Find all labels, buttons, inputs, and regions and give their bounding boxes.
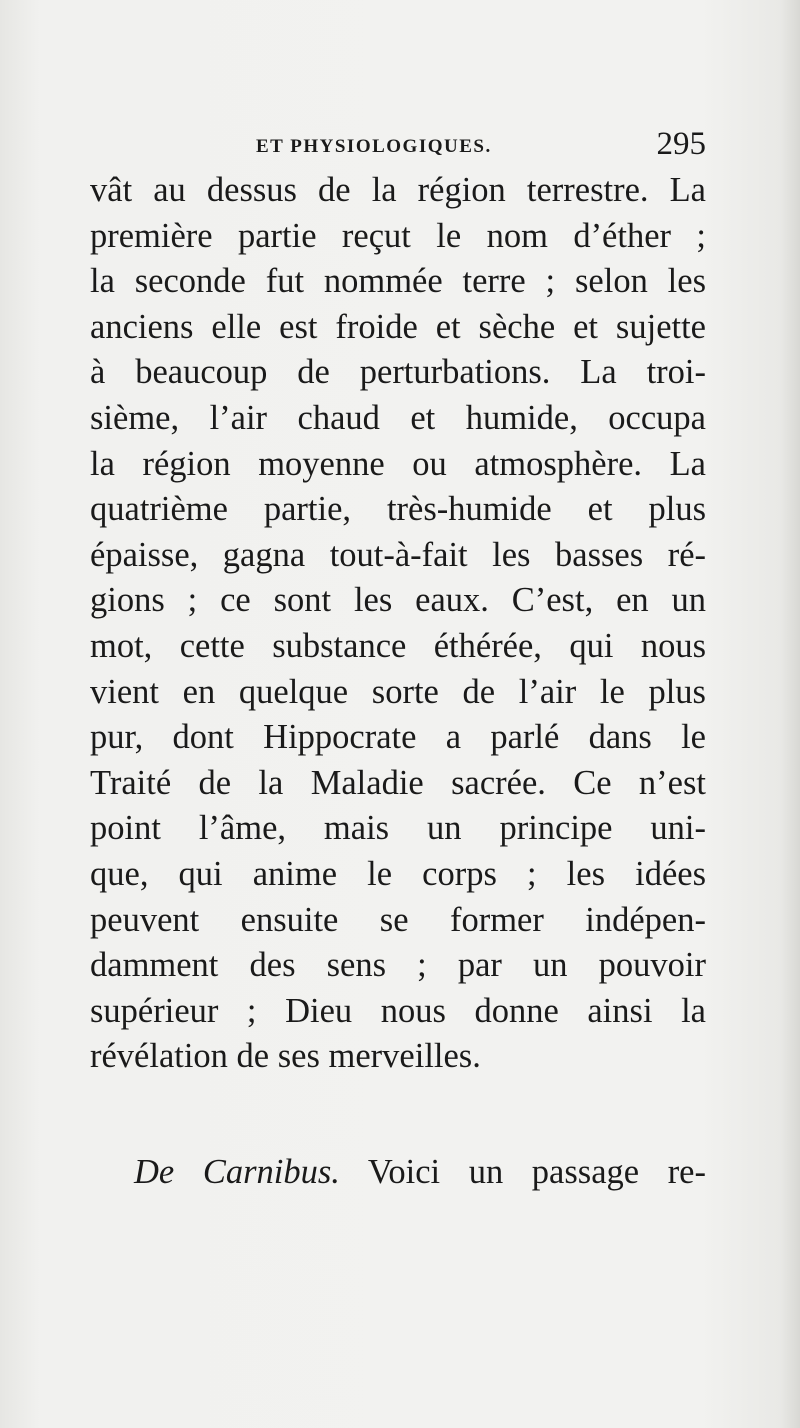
next-paragraph [90, 1150, 706, 1196]
text-line: révélation de ses merveilles. [90, 1037, 481, 1076]
text-line: point l’âme, mais un principe uni- [90, 809, 706, 848]
body-paragraph [90, 168, 706, 1080]
section-text: Voici un passage re- [367, 1153, 706, 1191]
text-line: la région moyenne ou atmosphère. La [90, 444, 706, 483]
text-line: vât au dessus de la région terrestre. La [90, 171, 706, 209]
page-number: 295 [656, 126, 706, 162]
text-line: mot, cette substance éthérée, qui nous [90, 626, 706, 665]
text-line: vient en quelque sorte de l’air le plus [90, 672, 706, 711]
text-line: à beaucoup de perturbations. La troi- [90, 353, 706, 392]
text-line: que, qui anime le corps ; les idées [90, 854, 706, 893]
text-line: sième, l’air chaud et humide, occupa [90, 398, 706, 437]
section-title: De Carnibus. [134, 1153, 340, 1191]
text-line: supérieur ; Dieu nous donne ainsi la [90, 991, 706, 1030]
text-line: pur, dont Hippocrate a parlé dans le [90, 718, 706, 757]
text-line: peuvent ensuite se former indépen- [90, 900, 706, 939]
text-line: damment des sens ; par un pouvoir [90, 946, 706, 985]
text-line: Traité de la Maladie sacrée. Ce n’est [90, 763, 706, 802]
text-line: quatrième partie, très-humide et plus [90, 490, 706, 529]
page-header [88, 126, 708, 170]
running-head: ET PHYSIOLOGIQUES. [256, 136, 492, 157]
text-line: la seconde fut nommée terre ; selon les [90, 262, 706, 301]
text-line: épaisse, gagna tout-à-fait les basses ré- [90, 535, 706, 574]
text-line: anciens elle est froide et sèche et sujette [90, 307, 706, 346]
text-line: gions ; ce sont les eaux. C’est, en un [90, 581, 706, 620]
text-line: première partie reçut le nom d’éther ; [90, 216, 706, 255]
